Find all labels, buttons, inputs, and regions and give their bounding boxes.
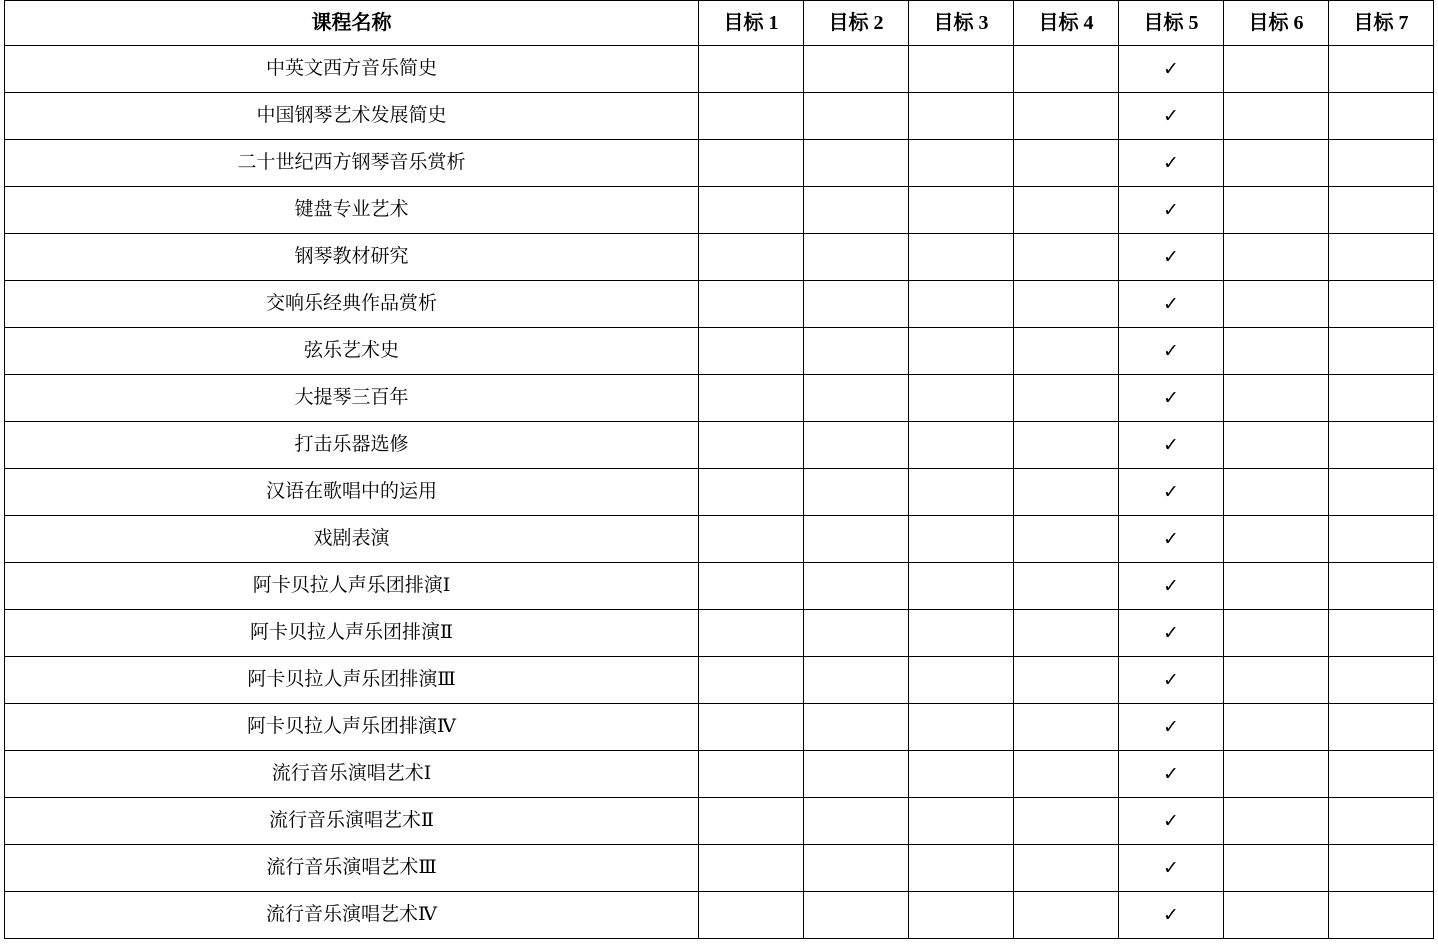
goal-3-cell <box>909 375 1014 422</box>
goal-5-cell: ✓ <box>1119 798 1224 845</box>
goal-7-cell <box>1329 798 1434 845</box>
goal-2-cell <box>804 281 909 328</box>
goal-3-cell <box>909 751 1014 798</box>
goal-5-cell: ✓ <box>1119 892 1224 939</box>
goal-3-cell <box>909 892 1014 939</box>
goal-1-cell <box>699 610 804 657</box>
column-header-goal-4: 目标 4 <box>1014 1 1119 46</box>
goal-1-cell <box>699 234 804 281</box>
goal-3-cell <box>909 798 1014 845</box>
goal-4-cell <box>1014 422 1119 469</box>
goal-4-cell <box>1014 892 1119 939</box>
goal-6-cell <box>1224 704 1329 751</box>
goal-4-cell <box>1014 845 1119 892</box>
goal-1-cell <box>699 422 804 469</box>
goal-5-cell: ✓ <box>1119 187 1224 234</box>
goal-4-cell <box>1014 328 1119 375</box>
goal-2-cell <box>804 610 909 657</box>
course-name-cell: 流行音乐演唱艺术Ⅰ <box>5 751 699 798</box>
course-name-cell: 汉语在歌唱中的运用 <box>5 469 699 516</box>
goal-7-cell <box>1329 234 1434 281</box>
goal-5-cell: ✓ <box>1119 375 1224 422</box>
goal-3-cell <box>909 93 1014 140</box>
course-name-cell: 大提琴三百年 <box>5 375 699 422</box>
goal-7-cell <box>1329 281 1434 328</box>
table-row <box>5 751 1434 798</box>
goal-3-cell <box>909 469 1014 516</box>
table-row <box>5 187 1434 234</box>
table-row <box>5 281 1434 328</box>
goal-7-cell <box>1329 563 1434 610</box>
goal-6-cell <box>1224 281 1329 328</box>
table-row <box>5 375 1434 422</box>
goal-4-cell <box>1014 281 1119 328</box>
goal-7-cell <box>1329 751 1434 798</box>
goal-7-cell <box>1329 375 1434 422</box>
goal-6-cell <box>1224 234 1329 281</box>
goal-6-cell <box>1224 187 1329 234</box>
goal-6-cell <box>1224 563 1329 610</box>
goal-3-cell <box>909 516 1014 563</box>
goal-5-cell: ✓ <box>1119 610 1224 657</box>
goal-3-cell <box>909 187 1014 234</box>
goal-6-cell <box>1224 657 1329 704</box>
goal-1-cell <box>699 281 804 328</box>
goal-3-cell <box>909 610 1014 657</box>
table-header <box>5 1 1434 46</box>
goal-7-cell <box>1329 657 1434 704</box>
goal-3-cell <box>909 234 1014 281</box>
goal-2-cell <box>804 516 909 563</box>
goal-2-cell <box>804 375 909 422</box>
goal-3-cell <box>909 845 1014 892</box>
goal-7-cell <box>1329 704 1434 751</box>
course-name-cell: 交响乐经典作品赏析 <box>5 281 699 328</box>
table-row <box>5 610 1434 657</box>
course-name-cell: 阿卡贝拉人声乐团排演Ⅰ <box>5 563 699 610</box>
goal-1-cell <box>699 46 804 93</box>
goal-3-cell <box>909 563 1014 610</box>
goal-5-cell: ✓ <box>1119 422 1224 469</box>
goal-4-cell <box>1014 234 1119 281</box>
goal-7-cell <box>1329 140 1434 187</box>
goal-5-cell: ✓ <box>1119 46 1224 93</box>
goal-7-cell <box>1329 328 1434 375</box>
goal-4-cell <box>1014 798 1119 845</box>
goal-2-cell <box>804 422 909 469</box>
goal-4-cell <box>1014 469 1119 516</box>
goal-5-cell: ✓ <box>1119 140 1224 187</box>
goal-5-cell: ✓ <box>1119 563 1224 610</box>
goal-4-cell <box>1014 610 1119 657</box>
table-row <box>5 469 1434 516</box>
goal-3-cell <box>909 328 1014 375</box>
goal-6-cell <box>1224 375 1329 422</box>
goal-1-cell <box>699 704 804 751</box>
table-body <box>5 46 1434 939</box>
goal-5-cell: ✓ <box>1119 328 1224 375</box>
goal-6-cell <box>1224 798 1329 845</box>
goal-3-cell <box>909 422 1014 469</box>
goal-4-cell <box>1014 704 1119 751</box>
goal-1-cell <box>699 140 804 187</box>
table-row <box>5 798 1434 845</box>
goal-5-cell: ✓ <box>1119 93 1224 140</box>
goal-7-cell <box>1329 93 1434 140</box>
goal-5-cell: ✓ <box>1119 657 1224 704</box>
goal-7-cell <box>1329 892 1434 939</box>
goal-2-cell <box>804 93 909 140</box>
course-name-cell: 中英文西方音乐简史 <box>5 46 699 93</box>
course-name-cell: 流行音乐演唱艺术Ⅳ <box>5 892 699 939</box>
goal-2-cell <box>804 140 909 187</box>
table-row <box>5 563 1434 610</box>
course-name-cell: 阿卡贝拉人声乐团排演Ⅱ <box>5 610 699 657</box>
goal-3-cell <box>909 281 1014 328</box>
goal-2-cell <box>804 845 909 892</box>
goal-6-cell <box>1224 140 1329 187</box>
goal-1-cell <box>699 375 804 422</box>
goal-5-cell: ✓ <box>1119 516 1224 563</box>
goal-5-cell: ✓ <box>1119 704 1224 751</box>
goal-7-cell <box>1329 610 1434 657</box>
goal-6-cell <box>1224 328 1329 375</box>
course-name-cell: 键盘专业艺术 <box>5 187 699 234</box>
goal-1-cell <box>699 469 804 516</box>
table-row <box>5 845 1434 892</box>
course-name-cell: 戏剧表演 <box>5 516 699 563</box>
goal-2-cell <box>804 234 909 281</box>
goal-1-cell <box>699 892 804 939</box>
goal-1-cell <box>699 328 804 375</box>
goal-6-cell <box>1224 93 1329 140</box>
goal-3-cell <box>909 46 1014 93</box>
table-row <box>5 657 1434 704</box>
goal-2-cell <box>804 563 909 610</box>
goal-6-cell <box>1224 46 1329 93</box>
course-name-cell: 流行音乐演唱艺术Ⅱ <box>5 798 699 845</box>
goal-1-cell <box>699 563 804 610</box>
goal-4-cell <box>1014 657 1119 704</box>
goal-4-cell <box>1014 375 1119 422</box>
goal-1-cell <box>699 187 804 234</box>
goal-5-cell: ✓ <box>1119 469 1224 516</box>
column-header-goal-3: 目标 3 <box>909 1 1014 46</box>
course-name-cell: 钢琴教材研究 <box>5 234 699 281</box>
goal-6-cell <box>1224 422 1329 469</box>
goal-4-cell <box>1014 563 1119 610</box>
goal-6-cell <box>1224 516 1329 563</box>
goal-2-cell <box>804 328 909 375</box>
goal-2-cell <box>804 46 909 93</box>
column-header-goal-7: 目标 7 <box>1329 1 1434 46</box>
goal-6-cell <box>1224 751 1329 798</box>
goal-4-cell <box>1014 516 1119 563</box>
goal-6-cell <box>1224 469 1329 516</box>
goal-4-cell <box>1014 46 1119 93</box>
goal-2-cell <box>804 657 909 704</box>
table-row <box>5 516 1434 563</box>
course-name-cell: 打击乐器选修 <box>5 422 699 469</box>
goal-7-cell <box>1329 46 1434 93</box>
goal-6-cell <box>1224 892 1329 939</box>
goal-4-cell <box>1014 140 1119 187</box>
goal-6-cell <box>1224 610 1329 657</box>
goal-4-cell <box>1014 187 1119 234</box>
goal-1-cell <box>699 657 804 704</box>
goal-2-cell <box>804 704 909 751</box>
goal-5-cell: ✓ <box>1119 234 1224 281</box>
table-row <box>5 140 1434 187</box>
goal-3-cell <box>909 140 1014 187</box>
goal-2-cell <box>804 187 909 234</box>
column-header-goal-2: 目标 2 <box>804 1 909 46</box>
goal-1-cell <box>699 93 804 140</box>
course-name-cell: 阿卡贝拉人声乐团排演Ⅲ <box>5 657 699 704</box>
course-name-cell: 流行音乐演唱艺术Ⅲ <box>5 845 699 892</box>
goal-7-cell <box>1329 422 1434 469</box>
goal-7-cell <box>1329 516 1434 563</box>
table-row <box>5 704 1434 751</box>
course-name-cell: 阿卡贝拉人声乐团排演Ⅳ <box>5 704 699 751</box>
goal-2-cell <box>804 469 909 516</box>
goal-5-cell: ✓ <box>1119 281 1224 328</box>
table-row <box>5 328 1434 375</box>
column-header-goal-6: 目标 6 <box>1224 1 1329 46</box>
course-goal-matrix-table <box>4 0 1434 939</box>
goal-3-cell <box>909 704 1014 751</box>
goal-7-cell <box>1329 187 1434 234</box>
table-row <box>5 46 1434 93</box>
table-row <box>5 93 1434 140</box>
goal-1-cell <box>699 516 804 563</box>
table-row <box>5 422 1434 469</box>
course-name-cell: 中国钢琴艺术发展简史 <box>5 93 699 140</box>
goal-4-cell <box>1014 93 1119 140</box>
goal-3-cell <box>909 657 1014 704</box>
goal-2-cell <box>804 798 909 845</box>
goal-5-cell: ✓ <box>1119 751 1224 798</box>
table-row <box>5 234 1434 281</box>
goal-5-cell: ✓ <box>1119 845 1224 892</box>
goal-1-cell <box>699 751 804 798</box>
goal-7-cell <box>1329 845 1434 892</box>
goal-2-cell <box>804 892 909 939</box>
goal-6-cell <box>1224 845 1329 892</box>
goal-4-cell <box>1014 751 1119 798</box>
course-name-cell: 二十世纪西方钢琴音乐赏析 <box>5 140 699 187</box>
column-header-goal-1: 目标 1 <box>699 1 804 46</box>
table-header-row <box>5 1 1434 46</box>
column-header-goal-5: 目标 5 <box>1119 1 1224 46</box>
goal-7-cell <box>1329 469 1434 516</box>
column-header-course-name: 课程名称 <box>5 1 699 46</box>
table-row <box>5 892 1434 939</box>
goal-1-cell <box>699 845 804 892</box>
course-name-cell: 弦乐艺术史 <box>5 328 699 375</box>
goal-2-cell <box>804 751 909 798</box>
goal-1-cell <box>699 798 804 845</box>
